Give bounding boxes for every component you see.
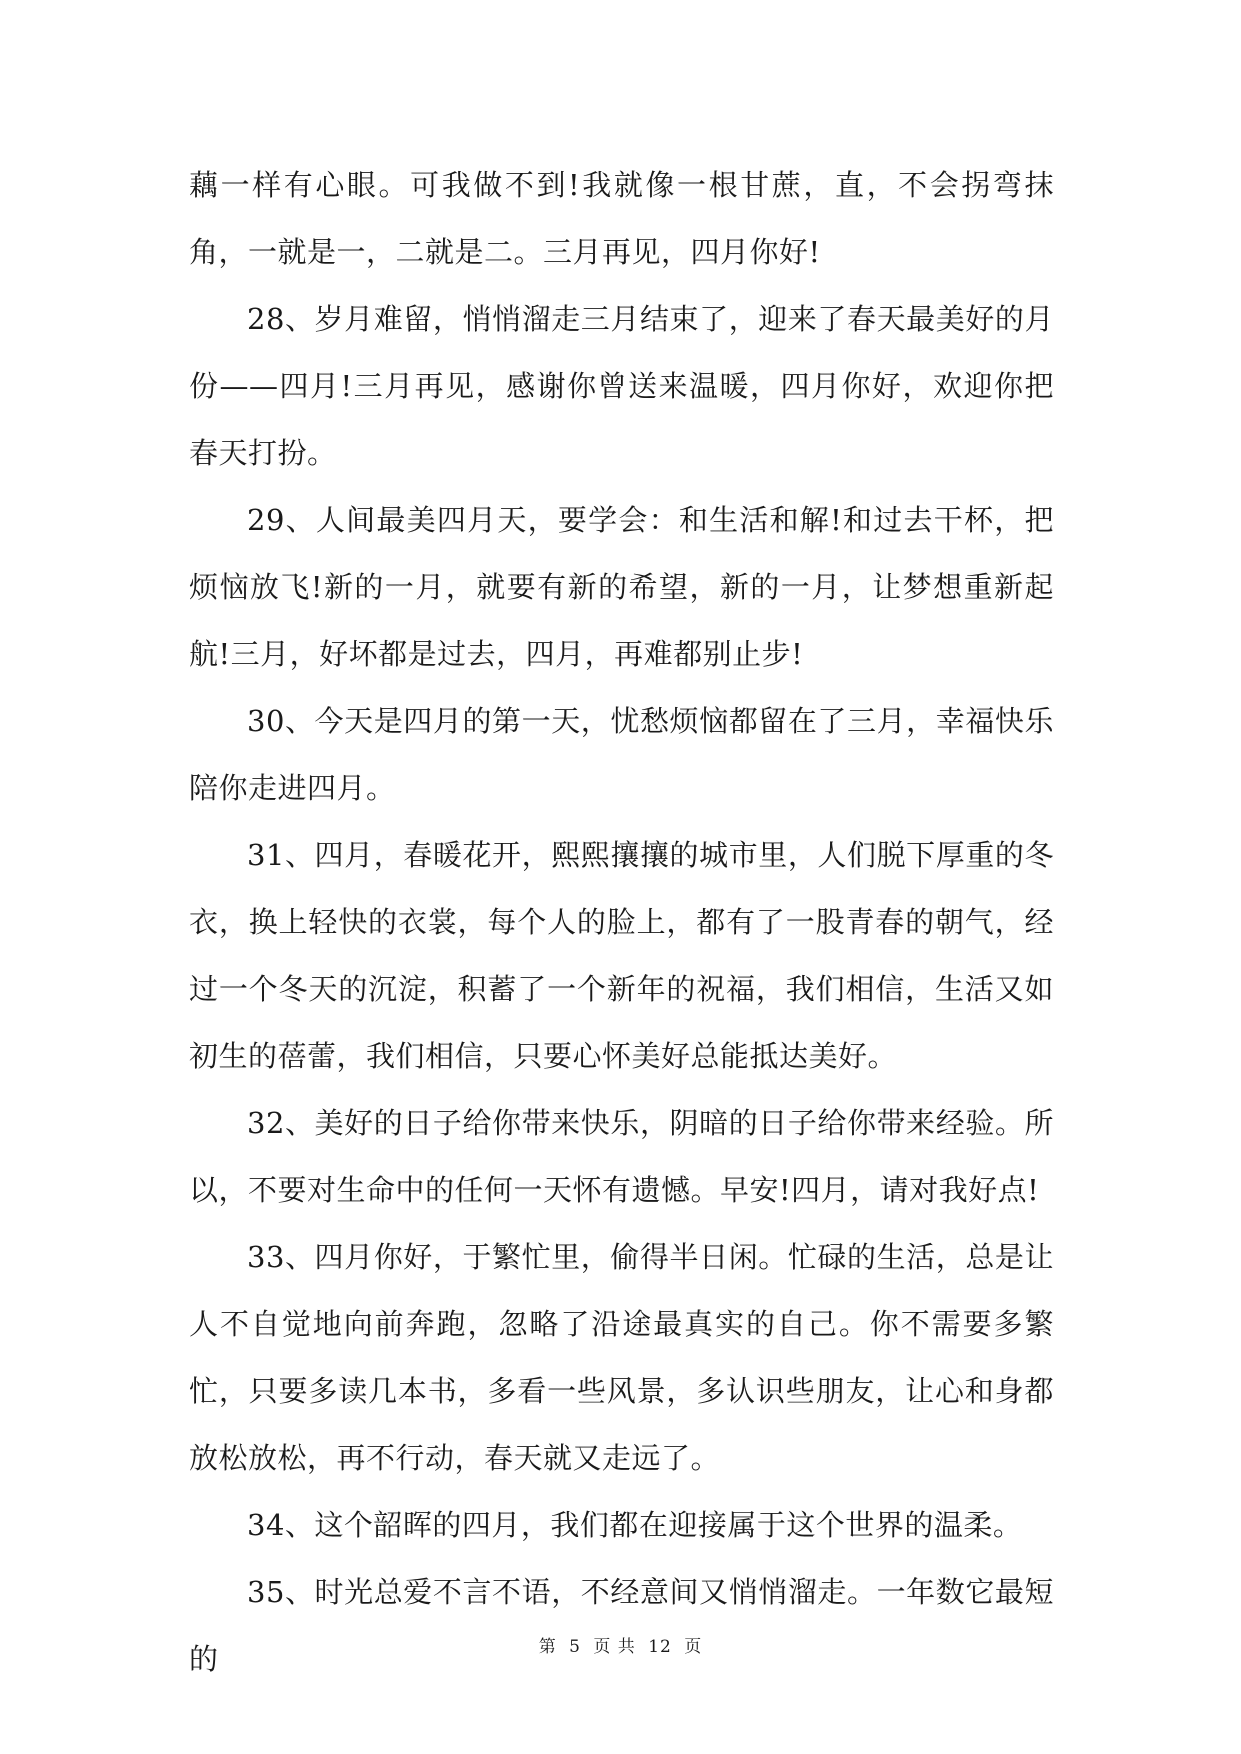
footer-suffix: 页 xyxy=(684,1637,703,1657)
footer-current-page: 5 xyxy=(569,1637,581,1657)
paragraph: 藕一样有心眼。可我做不到!我就像一根甘蔗，直，不会拐弯抹角，一就是一，二就是二。三月再见，四月你好! xyxy=(189,168,1054,269)
paragraph: 28、岁月难留，悄悄溜走三月结束了，迎来了春天最美好的月份——四月!三月再见，感谢你曾送来温暖，四月你好，欢迎你把春天打扮。 xyxy=(189,302,1054,470)
paragraph: 31、四月，春暖花开，熙熙攘攘的城市里，人们脱下厚重的冬衣，换上轻快的衣裳，每个人的脸上，都有了一股青春的朝气，经过一个冬天的沉淀，积蓄了一个新年的祝福，我们相信，生活又如初生的蓓蕾，我们相信，只要心怀美好总能抵达美好。 xyxy=(189,838,1054,1073)
page-footer xyxy=(0,1632,1241,1657)
paragraph: 34、这个韶晖的四月，我们都在迎接属于这个世界的温柔。 xyxy=(247,1508,1023,1542)
paragraph: 33、四月你好，于繁忙里，偷得半日闲。忙碌的生活，总是让人不自觉地向前奔跑，忽略了沿途最真实的自己。你不需要多繁忙，只要多读几本书，多看一些风景，多认识些朋友，让心和身都放松放松，再不行动，春天就又走远了。 xyxy=(189,1240,1054,1475)
body-text xyxy=(189,152,1054,1693)
footer-total-pages: 12 xyxy=(648,1637,672,1657)
paragraph: 29、人间最美四月天，要学会：和生活和解!和过去干杯，把烦恼放飞!新的一月，就要有新的希望，新的一月，让梦想重新起航!三月，好坏都是过去，四月，再难都别止步! xyxy=(189,503,1054,671)
footer-middle: 页 共 xyxy=(593,1637,636,1657)
paragraph: 32、美好的日子给你带来快乐，阴暗的日子给你带来经验。所以，不要对生命中的任何一天怀有遗憾。早安!四月，请对我好点! xyxy=(189,1106,1054,1207)
paragraph: 35、时光总爱不言不语，不经意间又悄悄溜走。一年数它最短的 xyxy=(189,1575,1054,1676)
paragraph: 30、今天是四月的第一天，忧愁烦恼都留在了三月，幸福快乐陪你走进四月。 xyxy=(189,704,1054,805)
footer-prefix: 第 xyxy=(538,1637,557,1657)
